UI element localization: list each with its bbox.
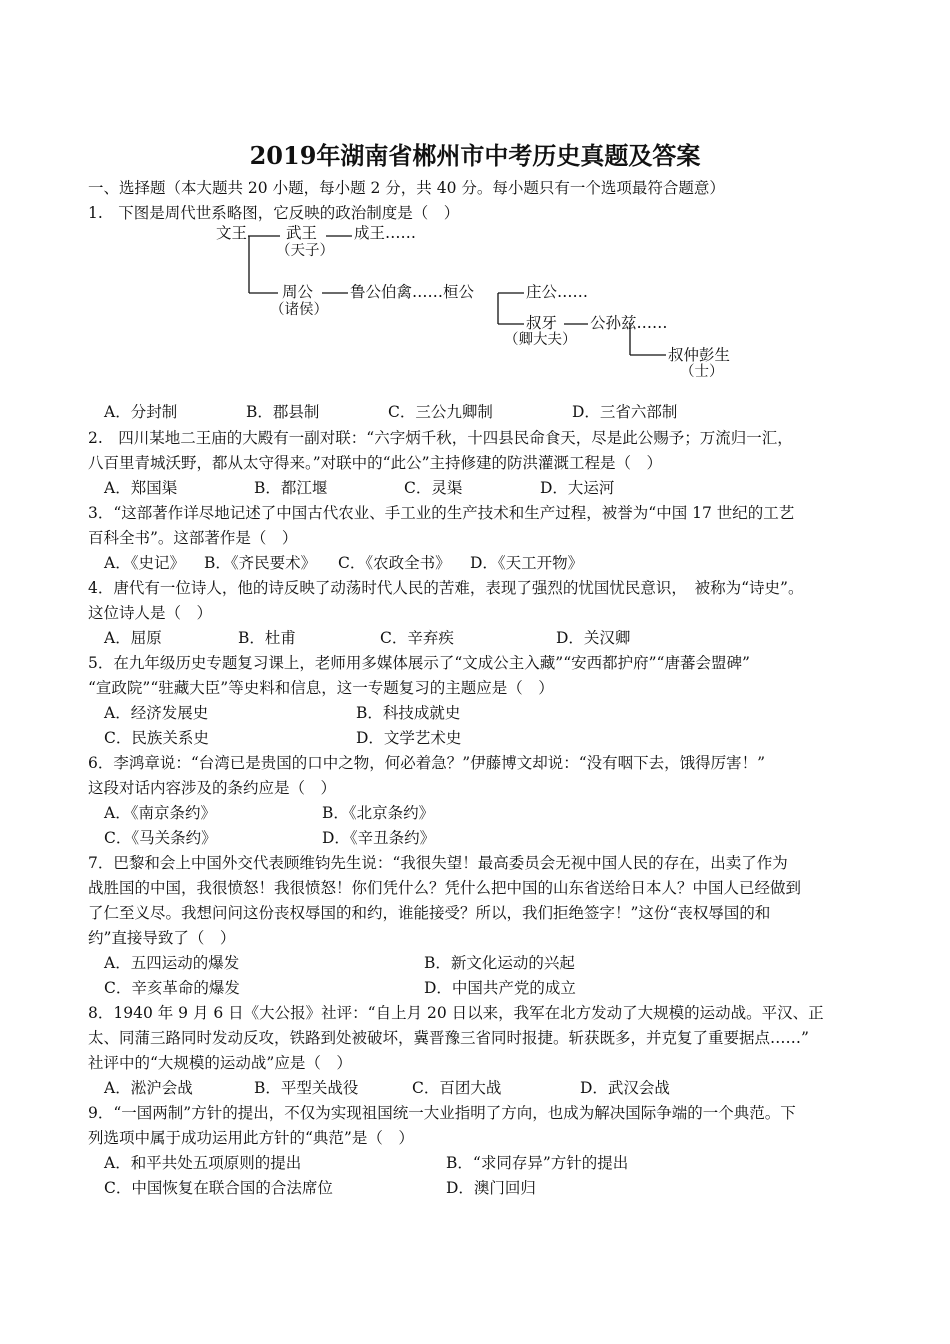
- q3-option-b: B．《齐民要术》: [204, 554, 317, 572]
- q2-option-c: C．灵渠: [404, 479, 463, 497]
- q1-option-c: C．三公九卿制: [388, 403, 493, 421]
- q9-option-b: B．“求同存异”方针的提出: [446, 1154, 629, 1172]
- q8-option-b: B．平型关战役: [254, 1079, 359, 1097]
- page-title: 2019年湖南省郴州市中考历史真题及答案: [249, 141, 701, 170]
- q6-option-d: D．《辛丑条约》: [322, 829, 436, 847]
- q5-line-1: 5．在九年级历史专题复习课上，老师用多媒体展示了“文成公主入藏”“安西都护府”“唐蕃会盟碑”: [88, 654, 750, 672]
- node-shuzhong: 叔仲彭生: [668, 346, 731, 364]
- node-zhougong: 周公: [282, 283, 314, 301]
- q9-option-c: C．中国恢复在联合国的合法席位: [104, 1179, 333, 1197]
- q3-line-1: 3．“这部著作详尽地记述了中国古代农业、手工业的生产技术和生产过程，被誉为“中国 17 世纪的工艺: [88, 504, 795, 522]
- q1-option-b: B．郡县制: [246, 403, 320, 421]
- q6-line-1: 6．李鸿章说：“台湾已是贵国的口中之物，何必着急？”伊藤博文却说：“没有咽下去，饿得厉害！”: [88, 754, 766, 772]
- q3-option-c: C．《农政全书》: [338, 554, 451, 572]
- q8-option-d: D．武汉会战: [580, 1079, 670, 1097]
- q4-line-1: 4．唐代有一位诗人，他的诗反映了动荡时代人民的苦难，表现了强烈的忧国忧民意识， 被称为“诗史”。: [88, 579, 804, 597]
- q5-option-a: A．经济发展史: [104, 704, 209, 722]
- node-zhuanggong: 庄公……: [526, 283, 589, 301]
- q7-line-1: 7．巴黎和会上中国外交代表顾维钧先生说：“我很失望！最高委员会无视中国人民的存在，出卖了作为: [88, 854, 788, 872]
- q7-option-b: B．新文化运动的兴起: [424, 954, 575, 972]
- q2-option-d: D．大运河: [540, 479, 615, 497]
- q6-option-b: B．《北京条约》: [322, 804, 435, 822]
- q7-option-d: D．中国共产党的成立: [424, 979, 576, 997]
- lineage-connector-lines: [0, 0, 950, 400]
- label-shi: （士）: [680, 364, 724, 380]
- q4-option-c: C．辛弃疾: [380, 629, 454, 647]
- q8-line-1: 8．1940 年 9 月 6 日《大公报》社评：“自上月 20 日以来，我军在北方发动了大规模的运动战。平汉、正: [88, 1004, 824, 1022]
- q7-option-a: A．五四运动的爆发: [104, 954, 240, 972]
- q5-line-2: “宣政院”“驻藏大臣”等史料和信息，这一专题复习的主题应是（ ）: [88, 679, 554, 697]
- q4-option-b: B．杜甫: [238, 629, 296, 647]
- q9-line-1: 9．“一国两制”方针的提出，不仅为实现祖国统一大业指明了方向，也成为解决国际争端的一个典范。下: [88, 1104, 796, 1122]
- q3-option-d: D．《天工开物》: [470, 554, 584, 572]
- q7-line-4: 约”直接导致了（ ）: [88, 929, 236, 947]
- q9-option-d: D．澳门回归: [446, 1179, 536, 1197]
- q6-option-a: A．《南京条约》: [104, 804, 216, 822]
- q9-line-2: 列选项中属于成功运用此方针的“典范”是（ ）: [88, 1129, 414, 1147]
- q8-line-2: 太、同蒲三路同时发动反攻，铁路到处被破坏，冀晋豫三省同时报捷。斩获既多，并克复了重要据点……”: [88, 1029, 809, 1047]
- q9-option-a: A．和平共处五项原则的提出: [104, 1154, 302, 1172]
- q3-option-a: A．《史记》: [104, 554, 185, 572]
- q3-line-2: 百科全书”。这部著作是（ ）: [88, 529, 298, 547]
- q1-option-d: D．三省六部制: [572, 403, 678, 421]
- node-wenwang: 文王: [216, 224, 248, 242]
- label-qingdafu: （卿大夫）: [504, 332, 577, 348]
- q8-option-a: A．淞沪会战: [104, 1079, 193, 1097]
- q1-option-a: A．分封制: [104, 403, 178, 421]
- q6-option-c: C．《马关条约》: [104, 829, 217, 847]
- node-chengwang: 成王……: [354, 224, 417, 242]
- node-shuya: 叔牙: [526, 314, 558, 332]
- q4-line-2: 这位诗人是（ ）: [88, 604, 213, 622]
- q5-option-b: B．科技成就史: [356, 704, 461, 722]
- label-zhuhou: （诸侯）: [270, 302, 328, 318]
- node-lugong: 鲁公伯禽……桓公: [350, 283, 475, 301]
- q4-option-d: D．关汉卿: [556, 629, 631, 647]
- q7-option-c: C．辛亥革命的爆发: [104, 979, 240, 997]
- section-heading: 一、选择题（本大题共 20 小题，每小题 2 分，共 40 分。每小题只有一个选项最符合题意）: [88, 179, 725, 197]
- q5-option-c: C．民族关系史: [104, 729, 209, 747]
- q6-line-2: 这段对话内容涉及的条约应是（ ）: [88, 779, 337, 797]
- node-wuwang: 武王: [286, 224, 318, 242]
- node-gongsunzi: 公孙兹……: [590, 314, 668, 332]
- q2-option-a: A．郑国渠: [104, 479, 178, 497]
- q5-option-d: D．文学艺术史: [356, 729, 462, 747]
- q8-option-c: C．百团大战: [412, 1079, 502, 1097]
- label-tianzi: （天子）: [276, 243, 334, 259]
- q8-line-3: 社评中的“大规模的运动战”应是（ ）: [88, 1054, 352, 1072]
- q2-option-b: B．都江堰: [254, 479, 328, 497]
- q2-line-1: 2. 四川某地二王庙的大殿有一副对联：“六字炳千秋，十四县民命食天，尽是此公赐予；万流归一汇，: [88, 429, 793, 447]
- q1-stem: 1. 下图是周代世系略图，它反映的政治制度是（ ）: [88, 204, 460, 222]
- q4-option-a: A．屈原: [104, 629, 162, 647]
- q7-line-2: 战胜国的中国，我很愤怒！我很愤怒！你们凭什么？凭什么把中国的山东省送给日本人？中国人已经做到: [88, 879, 802, 897]
- q2-line-2: 八百里青城沃野，都从太守得来。”对联中的“此公”主持修建的防洪灌溉工程是（ ）: [88, 454, 663, 472]
- q7-line-3: 了仁至义尽。我想问问这份丧权辱国的和约，谁能接受？所以，我们拒绝签字！”这份“丧权辱国的和: [88, 904, 771, 922]
